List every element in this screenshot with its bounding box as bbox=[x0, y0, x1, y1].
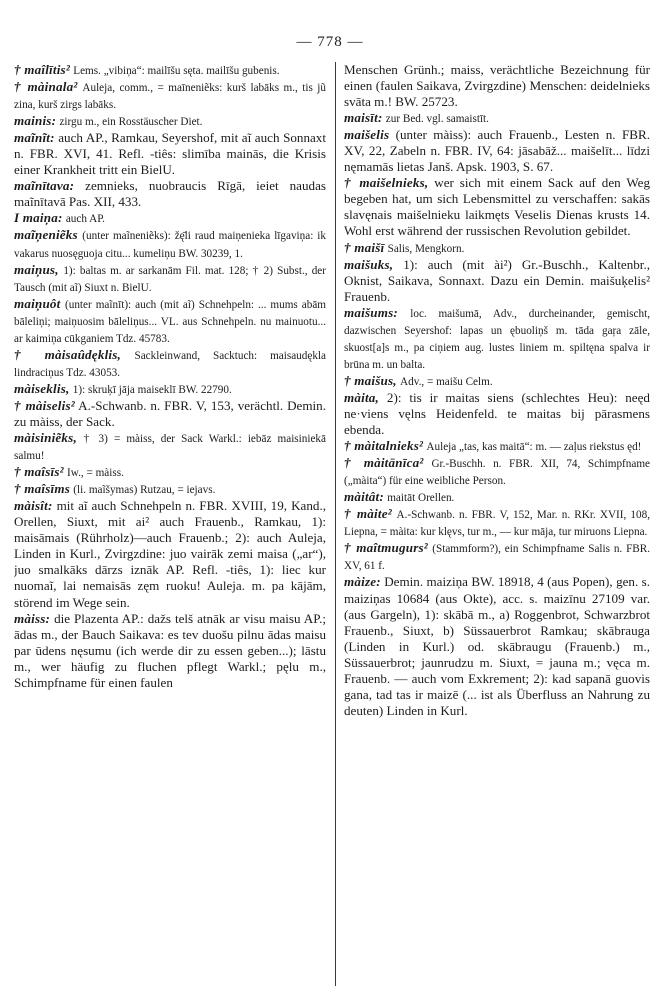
entry-headword: † màitalnieks² bbox=[344, 438, 424, 454]
dictionary-entry bbox=[14, 347, 326, 381]
dictionary-entry bbox=[14, 498, 326, 610]
entry-text: zemnieks, nuobraucis Rīgā, ieiet naudas maĩnītavā Pas. XII, 433. bbox=[14, 178, 326, 210]
entry-headword: I maiņa: bbox=[14, 210, 63, 226]
dictionary-entry bbox=[344, 438, 650, 455]
entry-text: Lems. „vibiņa“: mailīšu sęta. mailīšu gubenis. bbox=[73, 65, 280, 77]
dictionary-entry bbox=[344, 175, 650, 239]
entry-headword: † maišelnieks, bbox=[344, 175, 429, 191]
entry-headword: màisît: bbox=[14, 498, 53, 514]
entry-text: † 3) = màiss, der Sack Warkl.: iebāz maisiniekā salmu! bbox=[14, 433, 326, 463]
entry-text: Auleja, comm., = maīneniẽks: kurš labāks m., tis jũ zina, kurš zirgs labāks. bbox=[14, 82, 326, 112]
dictionary-entry bbox=[344, 62, 650, 110]
dictionary-entry bbox=[344, 373, 650, 390]
entry-headword: màita, bbox=[344, 389, 380, 405]
dictionary-entry bbox=[14, 210, 326, 227]
entry-text: (li. maĩšymas) Rutzau, = iejavs. bbox=[73, 484, 216, 497]
entry-headword: màiseklis, bbox=[14, 380, 70, 396]
column-divider bbox=[335, 62, 336, 986]
dictionary-entry bbox=[14, 178, 326, 210]
entry-text: 1): skruķī jāja maiseklī BW. 22790. bbox=[72, 383, 232, 396]
dictionary-entry bbox=[344, 240, 650, 257]
entry-headword: † màinala² bbox=[14, 79, 78, 95]
entry-text: Iw., = màiss. bbox=[67, 467, 124, 480]
dictionary-entry bbox=[344, 110, 650, 127]
entry-text: Gr.-Buschh. n. FBR. XII, 74, Schimpfname („màita“) für eine weibliche Person. bbox=[344, 458, 650, 488]
dictionary-entry bbox=[14, 381, 326, 398]
entry-headword: mainis: bbox=[14, 113, 57, 129]
entry-text: die Plazenta AP.: dažs telš atnāk ar visu maisu AP.; ādas m., der Bauch Saikava: es tev duošu pilnu ādas maisu par ūdens nęsumu (ich werde dir zu essen geben...); lāstu m., wer häufig zu fluchen pflegt Warkl.; pęlu m., Schimpfname für einen faulen bbox=[14, 610, 326, 690]
dictionary-entry bbox=[344, 540, 650, 574]
entry-text: auch AP., Ramkau, Seyershof, mit aĩ auch Sonnaxt n. FBR. XVI, 41. Refl. -tiês: slimība mainās, die Krisis einer Krankheit tritt ein BielU. bbox=[14, 130, 326, 178]
entry-headword: † màite² bbox=[344, 506, 392, 522]
entry-text: wer sich mit einem Sack auf den Weg begeben hat, um sich Lebensmittel zu verschaffen: sakās slavęnais maišelnieku laikmęts Veselis Dienas krusts 14. Wohl erst während der russischen Revolution gebildet. bbox=[344, 175, 650, 239]
dictionary-entry bbox=[14, 296, 326, 347]
entry-text: mit aĩ auch Schnehpeln n. FBR. XVIII, 19, Kand., Orellen, Siuxt, mit ai² auch Frauenb., Ramkau, 1): maisāmais (Rührholz)—auch Frauenb.; 2): auch Auleja, Linden in Kurl., Zvirgzdine: juo vairāk zemi maisa („ar“), juo smalkāks dārzs iznāk AP. Refl. -tiês, 1): liec kur nuomaĩ, lai nemaisās zęm ruoku! Auleja. m. pa kājām, störend im Wege sein. bbox=[14, 498, 326, 610]
entry-headword: † màitānīca² bbox=[344, 455, 424, 471]
dictionary-entry bbox=[344, 127, 650, 175]
dictionary-entry bbox=[14, 130, 326, 178]
entry-headword: maiņus, bbox=[14, 261, 59, 277]
entry-text: A.-Schwanb. n. FBR. V, 152, Mar. n. RKr. XVII, 108, Liepna, = màita: kur klęvs, tur m., — kur māja, tur miruons Liepna. bbox=[344, 509, 650, 539]
entry-headword: maĩnītava: bbox=[14, 178, 75, 194]
entry-headword: màiss: bbox=[14, 610, 51, 626]
entry-text: (unter maĩnīt): auch (mit aĩ) Schnehpeln: ... mums abām bāleliņi; maiņuosim bāleliņus... VL. aus Schnehpeln. nu mainuotu... ar kaimiņa cūkganiem Tdz. 45783. bbox=[14, 298, 326, 345]
entry-text: Adv., = maišu Celm. bbox=[400, 375, 493, 388]
entry-headword: † maîlītis² bbox=[14, 62, 70, 77]
entry-headword: maišelis bbox=[344, 127, 390, 143]
entry-text: (Stammform?), ein Schimpfname Salis n. FBR. XV, 61 f. bbox=[344, 543, 650, 573]
dictionary-entry bbox=[344, 390, 650, 438]
entry-headword: maišuks, bbox=[344, 256, 394, 272]
entry-text: Sackleinwand, Sacktuch: maisaudękla lindraciņus Tdz. 43053. bbox=[14, 349, 326, 379]
dictionary-entry bbox=[344, 257, 650, 305]
entry-text: Menschen Grünh.; maiss, verächtliche Bezeichnung für einen (faulen Saikava, Zvirgzdine) Menschen: deidelnieks svāta m.! BW. 25723. bbox=[344, 62, 650, 110]
dictionary-entry bbox=[344, 305, 650, 373]
entry-headword: maišums: bbox=[344, 304, 398, 320]
dictionary-entry bbox=[14, 62, 326, 79]
entry-text: 1): baltas m. ar sarkanām Fil. mat. 128; † 2) Subst., der Tausch (mit aĩ) Siuxt n. BielU. bbox=[14, 264, 326, 294]
dictionary-entry bbox=[344, 574, 650, 718]
entry-text: Salis, Mengkorn. bbox=[387, 242, 465, 255]
entry-headword: maĩnĩt: bbox=[14, 130, 55, 146]
entry-headword: maĩņeniẽks bbox=[14, 227, 78, 243]
entry-text: (unter maĩneniẽks): žę̄li raud maiņenieka līgaviņa: ik vakarus nuosęguoja citu... kumeliņu BW. 30239, 1. bbox=[14, 230, 327, 260]
entry-text: zirgu m., ein Rosstäuscher Diet. bbox=[59, 116, 203, 129]
dictionary-entry bbox=[14, 113, 326, 130]
entry-headword: † màisaûdęklis, bbox=[14, 346, 122, 362]
entry-headword: † maišus, bbox=[344, 372, 397, 388]
dictionary-entry bbox=[344, 506, 650, 540]
entry-text: loc. maišumā, Adv., durcheinander, gemischt, dazwischen Seyershof: lapas un ębuoliņš m. tāda gaŗa zāle, skuost[a]s m., pa ciņiem aug. lustes liniem m. spiltęna spalva ir brūna m. un balta. bbox=[344, 307, 650, 371]
entry-text: auch AP. bbox=[65, 213, 105, 226]
entry-headword: † maišī bbox=[344, 239, 385, 255]
entry-text: zur Bed. vgl. samaistīt. bbox=[385, 113, 489, 126]
entry-headword: màitât: bbox=[344, 489, 384, 505]
dictionary-entry bbox=[14, 430, 326, 464]
entry-headword: † maîtmugurs² bbox=[344, 540, 428, 556]
dictionary-entry bbox=[14, 611, 326, 691]
right-column bbox=[342, 62, 650, 992]
entry-headword: † màiselis² bbox=[14, 397, 75, 413]
entry-text: 1): auch (mit ài²) Gr.-Buschh., Kaltenbr., Oknist, Saikava, Sonnaxt. Dazu ein Demin. maišuķelis² Frauenb. bbox=[344, 256, 650, 304]
dictionary-entry bbox=[14, 262, 326, 296]
entry-headword: màisiniẽks, bbox=[14, 430, 77, 446]
dictionary-entry bbox=[14, 481, 326, 498]
entry-text: Auleja „tas, kas maitā“: m. — zaļus riekstus ęd! bbox=[426, 441, 642, 454]
dictionary-entry bbox=[344, 455, 650, 489]
entry-headword: maisīt: bbox=[344, 110, 383, 126]
entry-headword: † maîsīms bbox=[14, 481, 71, 497]
dictionary-entry bbox=[344, 489, 650, 506]
dictionary-entry bbox=[14, 464, 326, 481]
page-number: — 778 — bbox=[296, 34, 364, 50]
entry-text: Demin. maiziņa BW. 18918, 4 (aus Popen), gen. s. maiziņas 10684 (aus Okte), acc. s. maizīnu 27109 var. (aus Gargeln), 1): skābā m., a) Roggenbrot, Schwarzbrot Frauenb., Siuxt, b) Süssauerbrot Ramkau; skābrauga (Linden in Kurl.) od. skābraugu (Frauenb.) m., Süssauerbrot; jaunrudzu m. Siuxt, = jauna m.; vęca m. Frauenb. — auch vom Exkrement; 2): kad sapanā guovis gana, tad tas ir maizē (... ist als Überfluss an Nahrung zu deuten) Linden in Kurl. bbox=[344, 574, 650, 718]
entry-text: maitāt Orellen. bbox=[387, 492, 455, 505]
left-column bbox=[14, 62, 334, 992]
entry-text: 2): tis ir maitas siens (schlechtes Heu): neęd ne·viens vęlns Heidenfeld. te maitas bij pārasmens ebenda. bbox=[344, 389, 650, 438]
dictionary-entry bbox=[14, 227, 326, 261]
entry-headword: † maîsīs² bbox=[14, 464, 64, 480]
entry-text: (unter màiss): auch Frauenb., Lesten n. FBR. XV, 22, Zabeln n. FBR. IV, 64: jāsabāž... maišelīt... līdzi nęmamās lietas Janš. Apsk. 1903, S. 67. bbox=[344, 127, 650, 175]
entry-text: A.-Schwanb. n. FBR. V, 153, verächtl. Demin. zu màiss, der Sack. bbox=[14, 397, 326, 429]
entry-headword: màize: bbox=[344, 574, 381, 590]
dictionary-entry bbox=[14, 79, 326, 113]
entry-headword: maiņuôt bbox=[14, 295, 61, 311]
dictionary-entry bbox=[14, 398, 326, 430]
